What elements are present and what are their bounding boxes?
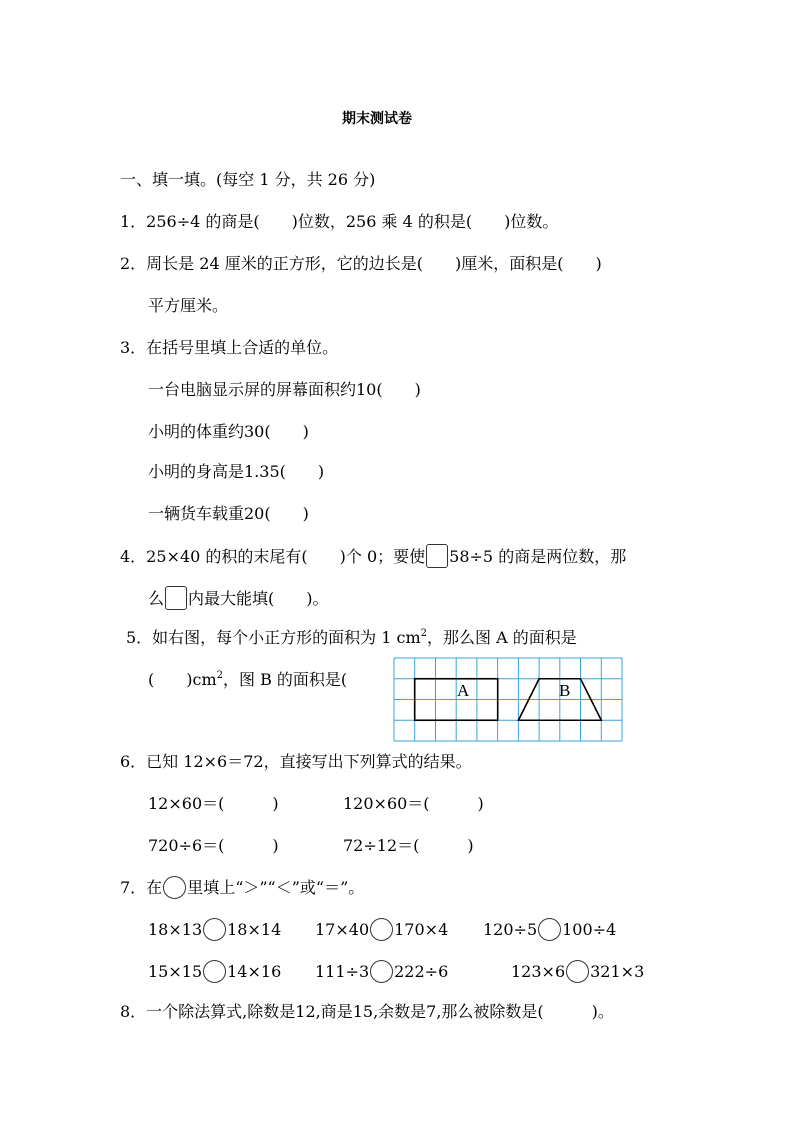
comparison-item (148, 918, 281, 941)
question-2-line-1: 2．周长是 24 厘米的正方形，它的边长是( )厘米，面积是( ) (120, 254, 602, 273)
question-3-item: 小明的身高是1.35( ) (148, 462, 325, 481)
expression-right: 18×14 (227, 920, 282, 939)
expression-left: 120÷5 (483, 920, 538, 939)
question-4-line-1 (120, 544, 626, 568)
expression-right: 321×3 (590, 962, 645, 981)
expression-left: 18×13 (148, 920, 203, 939)
expression-left: 17×40 (315, 920, 370, 939)
question-7-text: 7．在 (120, 878, 163, 897)
expression-right: 222÷6 (394, 962, 449, 981)
compare-circle[interactable] (538, 918, 561, 941)
compare-circle[interactable] (370, 918, 393, 941)
question-3-item: 一台电脑显示屏的屏幕面积约10( ) (148, 380, 421, 399)
expression-right: 14×16 (227, 962, 282, 981)
label-b: B (559, 681, 571, 700)
grid-lines (394, 658, 622, 741)
question-4-text: 4．25×40 的积的末尾有( )个 0；要使 (120, 547, 426, 566)
comparison-item (483, 918, 616, 941)
expression-right: 170×4 (394, 920, 449, 939)
question-3-item: 小明的体重约30( ) (148, 422, 309, 441)
question-5-text: ，那么图 A 的面积是 (427, 628, 577, 647)
comparison-item (148, 960, 281, 983)
question-3-item: 一辆货车载重20( ) (148, 504, 309, 523)
question-4-text: 58÷5 的商是两位数，那 (449, 547, 627, 566)
question-8: 8．一个除法算式,除数是12,商是15,余数是7,那么被除数是( )。 (120, 1002, 614, 1021)
question-7-text: 里填上“＞”“＜”或“＝”。 (187, 878, 365, 897)
question-5-text: ( )cm (148, 670, 217, 689)
comparison-item (315, 960, 448, 983)
label-a: A (457, 681, 470, 700)
question-5-line-1 (126, 628, 577, 648)
question-1: 1．256÷4 的商是( )位数，256 乘 4 的积是( )位数。 (120, 212, 559, 231)
question-3-stem: 3．在括号里填上合适的单位。 (120, 338, 339, 357)
question-6-item: 120×60＝( ) (343, 794, 484, 813)
answer-box[interactable] (165, 586, 187, 610)
expression-left: 123×6 (511, 962, 566, 981)
question-6-stem: 6．已知 12×6＝72，直接写出下列算式的结果。 (120, 752, 472, 771)
comparison-item (315, 918, 448, 941)
compare-circle[interactable] (203, 960, 226, 983)
question-4-line-2 (148, 586, 329, 610)
compare-circle[interactable] (370, 960, 393, 983)
question-2-line-2: 平方厘米。 (148, 296, 229, 315)
superscript: 2 (420, 628, 428, 639)
expression-left: 111÷3 (315, 962, 370, 981)
question-4-text: 么 (148, 589, 165, 608)
question-7-stem (120, 876, 364, 899)
question-4-text: 内最大能填( )。 (188, 589, 329, 608)
question-6-item: 720÷6＝( ) (148, 836, 279, 855)
compare-circle (163, 876, 186, 899)
grid-figure (393, 657, 623, 743)
expression-right: 100÷4 (562, 920, 617, 939)
question-5-line-2 (148, 670, 347, 690)
answer-box[interactable] (426, 544, 448, 568)
question-5-text: 5．如右图，每个小正方形的面积为 1 cm (126, 628, 421, 647)
compare-circle[interactable] (566, 960, 589, 983)
page-title: 期末测试卷 (342, 111, 412, 127)
question-5-text: ，图 B 的面积是( (223, 670, 348, 689)
comparison-item (511, 960, 644, 983)
question-6-item: 12×60＝( ) (148, 794, 279, 813)
section-heading: 一、填一填。(每空 1 分，共 26 分) (120, 170, 376, 189)
compare-circle[interactable] (203, 918, 226, 941)
expression-left: 15×15 (148, 962, 203, 981)
question-6-item: 72÷12＝( ) (343, 836, 474, 855)
superscript: 2 (216, 670, 223, 681)
